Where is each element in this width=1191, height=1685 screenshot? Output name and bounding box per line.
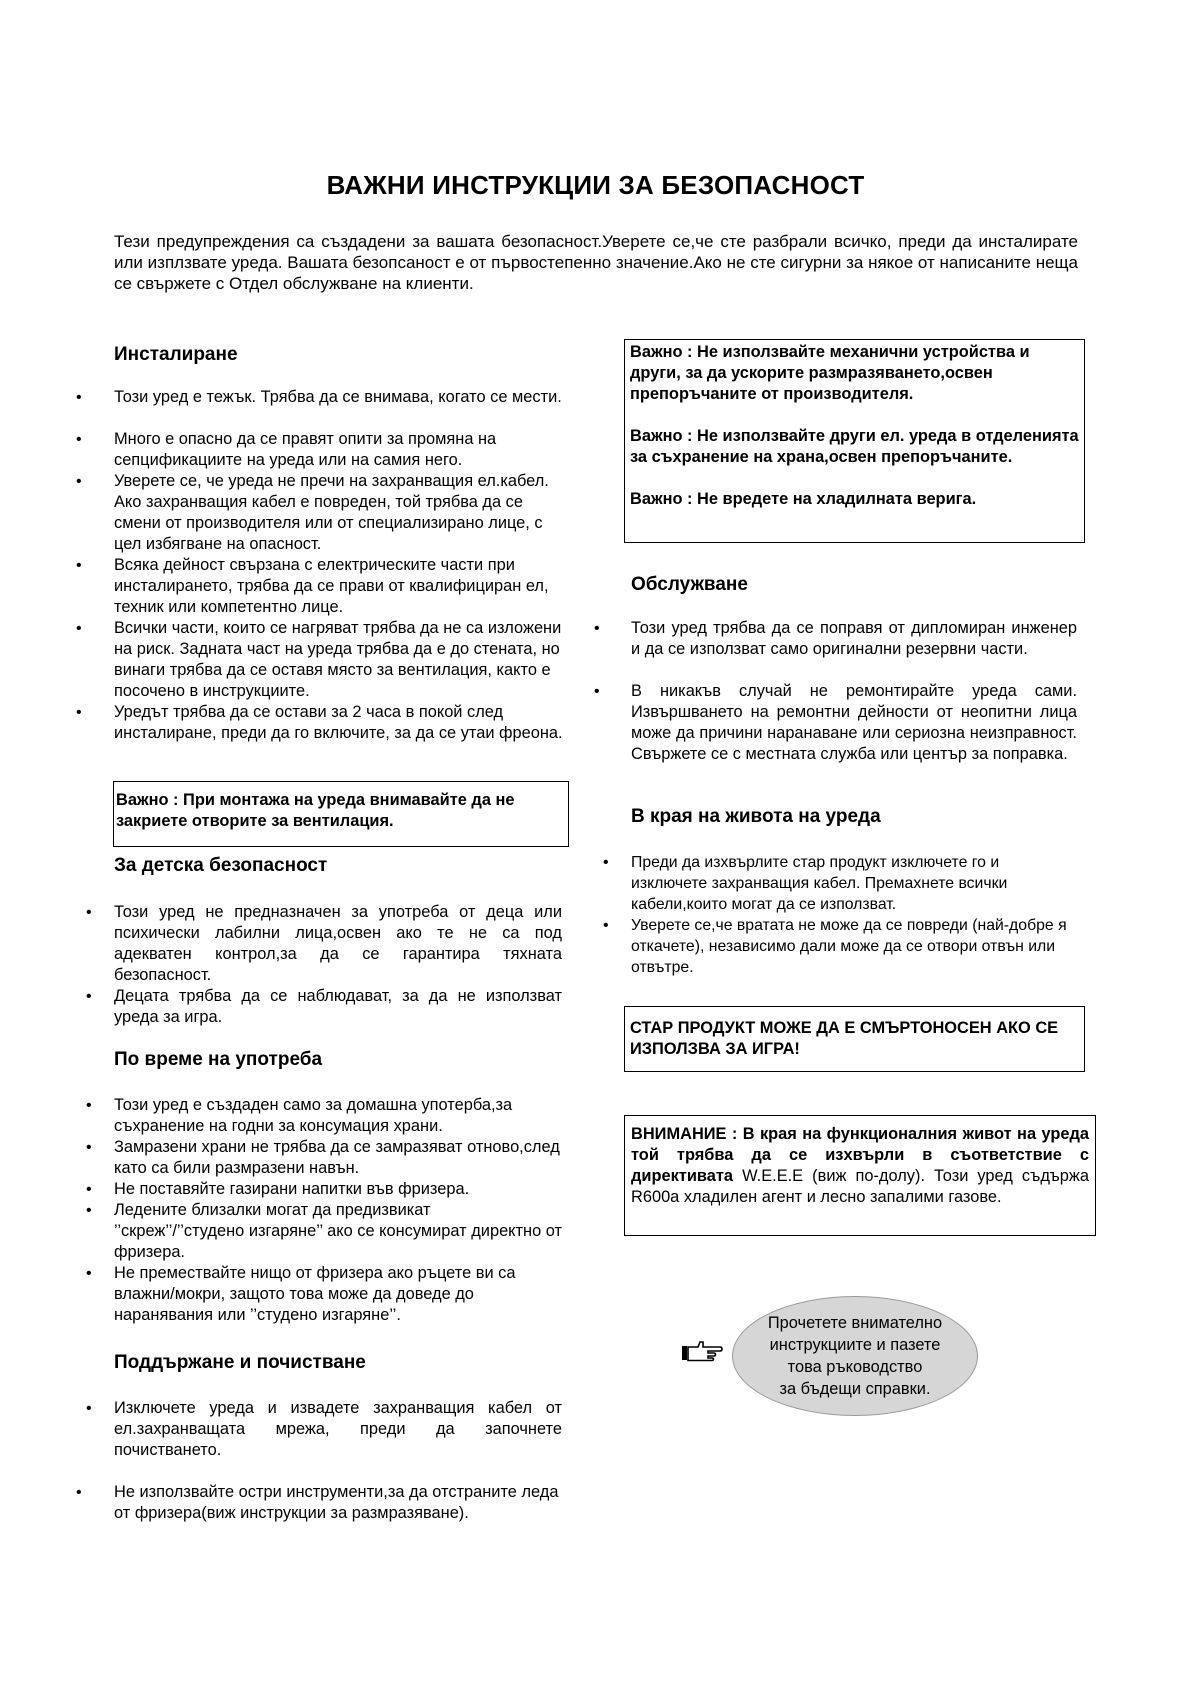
deadly-product-warning-box: СТАР ПРОДУКТ МОЖЕ ДА Е СМЪРТОНОСЕН АКО СЕ ИЗПОЛЗВА ЗА ИГРА!: [624, 1006, 1085, 1072]
list-item: • В никакъв случай не ремонтирайте уреда сами. Извършването на ремонтни дейности от неопитни лица може да причини наранаване или сериозна неизправност. Свържете се с местната служба или център за поправка.: [594, 682, 1077, 763]
maintenance-list: [86, 1398, 562, 1482]
list-item: • Много е опасно да се правят опити за промяна на сепцификациите на уреда или на самия него.: [76, 430, 497, 469]
important-note-1: Важно : Не използвайте механични устройства и други, за да ускорите размразяването,освен препоръчаните от производителя.: [630, 343, 1030, 403]
note-line: за бъдещи справки.: [779, 1380, 931, 1398]
note-line: Прочетете внимателно: [767, 1314, 943, 1332]
list-item: • Не поставяйте газирани напитки във фризера.: [86, 1180, 470, 1198]
note-line: инструкциите и пазете: [769, 1336, 941, 1354]
list-item: • Не използвайте остри инструменти,за да отстраните леда от фризера(виж инструкции за размразяване).: [76, 1483, 559, 1522]
list-item: • Този уред не предназначен за употреба от деца или психически лабилни лица,освен ако те не са под адекватен контрол,за да се гарантира тяхната безопасност.: [86, 903, 562, 984]
list-item: • Всички части, които се нагряват трябва да не са изложени на риск. Задната част на уреда трябва да е до стената, но винаги трябва да се оставя място за вентилация, както е посочено в инструкциите.: [76, 619, 562, 700]
maintenance-list-2: [76, 1482, 566, 1524]
attention-normal-text: W.E.E.E (виж по-долу). Този уред съдържа R600a хладилен агент и лесно запалими газове.: [631, 1167, 1089, 1206]
list-item: • Децата трябва да се наблюдават, за да не използват уреда за игра.: [86, 987, 562, 1026]
important-note-3: Важно : Не вредете на хладилната верига.: [630, 490, 977, 508]
child-safety-list: [86, 902, 562, 1028]
list-item: • Уверете се,че вратата не може да се повреди (най-добре я откачете), независимо дали може да се отвори отвън или отвътре.: [603, 917, 1067, 976]
usage-list: [86, 1095, 564, 1326]
list-item: • Уверете се, че уреда не пречи на захранващия ел.кабел. Ако захранващия кабел е повреден, той трябва да се смени от производителя или от специализирано лице, с цел избягване на опасност.: [76, 472, 549, 553]
read-instructions-note: [732, 1296, 978, 1416]
installation-list: [76, 387, 564, 765]
hand-pointing-icon: [680, 1336, 726, 1366]
important-note-2: Важно : Не използвайте други ел. уреда в отделенията за съхранение на храна,освен препоръчаните.: [630, 427, 1079, 466]
note-line: това ръководство: [787, 1358, 923, 1376]
list-item: • Всяка дейност свързана с електрическите части при инсталирането, трябва да се прави от квалифициран ел, техник или компетентно лице.: [76, 556, 549, 616]
attention-bold-text: ВНИМАНИЕ : В края на функционалния живот на уреда той трябва да се изхвърли в съответствие с директивата: [631, 1125, 1089, 1185]
child-safety-heading: За детска безопасност: [114, 855, 328, 876]
service-heading: Обслужване: [631, 574, 748, 595]
end-of-life-list: [603, 852, 1071, 978]
end-of-life-heading: В края на живота на уреда: [631, 806, 881, 827]
page-title: ВАЖНИ ИНСТРУКЦИИ ЗА БЕЗОПАСНОСТ: [326, 170, 865, 200]
list-item: • Този уред трябва да се поправя от дипломиран инженер и да се използват само оригинални резервни части.: [594, 619, 1077, 658]
maintenance-heading: Поддържане и почистване: [114, 1352, 366, 1373]
list-item: • Този уред е тежък. Трябва да се внимава, когато се мести.: [76, 388, 562, 406]
list-item: • Ледените близалки могат да предизвикат ’’скреж’’/’’студено изгаряне’’ ако се консумират директно от фризера.: [86, 1201, 563, 1261]
important-box: [624, 339, 1085, 543]
service-list: [594, 618, 1077, 786]
list-item: • Изключете уреда и извадете захранващия кабел от ел.захранващата мрежа, преди да започнете почистването.: [86, 1399, 562, 1459]
list-item: • Не премествайте нищо от фризера ако ръцете ви са влажни/мокри, защото това може да доведе до наранявания или ’’студено изгаряне’’.: [86, 1264, 516, 1324]
intro-paragraph: Тези предупреждения са създадени за вашата безопасност.Уверете се,че сте разбрали всичко, преди да инсталирате или изплзвате уреда. Вашата безопсаност е от първостепенно значение.Ако не сте сигурни за някое от написаните неща се свържете с Отдел обслужване на клиенти.: [114, 232, 1078, 293]
installation-heading: Инсталиране: [114, 344, 238, 365]
list-item: • Преди да изхвърлите стар продукт изключете го и изключете захранващия кабел. Премахнете всички кабели,които могат да се използват.: [603, 854, 1008, 913]
list-item: • Замразени храни не трябва да се замразяват отново,след като са били размразени навън.: [86, 1138, 560, 1177]
usage-heading: По време на употреба: [114, 1049, 323, 1070]
attention-box: [624, 1115, 1096, 1236]
list-item: • Този уред е създаден само за домашна употерба,за съхранение на годни за консумация храни.: [86, 1096, 513, 1135]
list-item: • Уредът трябва да се остави за 2 часа в покой след инсталиране, преди да го включите, за да се утаи фреона.: [76, 703, 563, 742]
ventilation-warning-box: Важно : При монтажа на уреда внимавайте да не закриете отворите за вентилация.: [113, 781, 569, 847]
